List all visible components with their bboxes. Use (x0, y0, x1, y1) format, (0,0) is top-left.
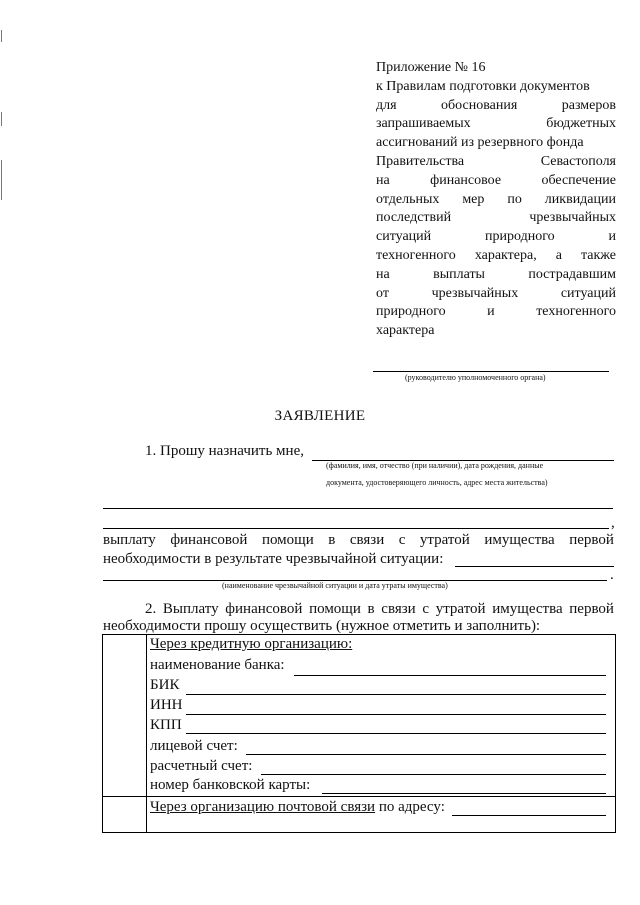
bank-name-input[interactable] (294, 675, 606, 676)
personal-account-input[interactable] (246, 754, 606, 755)
appendix-number: Приложение № 16 (376, 60, 486, 75)
word: первой (569, 601, 614, 617)
appendix-line (376, 115, 616, 134)
section1-text-b: необходимости в результате чрезвычайной ситуации: (103, 551, 444, 567)
applicant-caption-a: (фамилия, имя, отчество (при наличии), дата рождения, данные (326, 461, 544, 470)
word: запрашиваемых (376, 116, 471, 132)
word: Выплату (162, 601, 219, 617)
addressee-caption: (руководителю уполномоченного органа) (405, 373, 546, 382)
addressee-field[interactable] (373, 371, 609, 372)
word: имущества (484, 532, 555, 548)
section1-text-a (103, 531, 614, 550)
inn-label: ИНН (150, 697, 183, 713)
word: чрезвычайных (431, 285, 519, 301)
appendix-line (376, 247, 616, 266)
word: техногенного (536, 304, 616, 320)
word: имущества (492, 601, 563, 617)
settlement-account-input[interactable] (261, 774, 606, 775)
word: также (580, 247, 616, 263)
word: на (376, 266, 390, 282)
word: характера, (474, 247, 537, 263)
settlement-account-label: расчетный счет: (150, 758, 253, 774)
applicant-field-line2[interactable] (103, 508, 613, 509)
word: пострадавшим (528, 266, 616, 282)
option2-suffix: по адресу: (375, 799, 445, 815)
section1-lead: 1. Прошу назначить мне, (145, 443, 304, 459)
appendix-line (376, 172, 616, 191)
document-title: ЗАЯВЛЕНИЕ (274, 408, 366, 424)
option2-row (150, 799, 445, 816)
word: финансовой (225, 601, 303, 617)
word: в (328, 532, 336, 548)
appendix-line: ассигнований из резервного фонда (376, 135, 584, 151)
bank-name-label: наименование банка: (150, 657, 285, 673)
word: помощи (309, 601, 361, 617)
word: природного (485, 229, 555, 245)
appendix-block (376, 59, 616, 341)
kpp-label: КПП (150, 717, 182, 733)
emergency-caption: (наименование чрезвычайной ситуации и дата утраты имущества) (222, 581, 448, 590)
word: ликвидации (544, 191, 616, 207)
emergency-field-line1[interactable] (455, 566, 614, 567)
section2-text-b: необходимости прошу осуществить (нужное отметить и заполнить): (103, 618, 541, 634)
appendix-line (376, 285, 616, 304)
word: ситуаций (560, 285, 616, 301)
word: для (376, 97, 397, 113)
word: размеров (561, 97, 616, 113)
word: с (422, 601, 430, 617)
word: помощи (261, 532, 314, 548)
scan-edge-mark (1, 112, 2, 126)
bik-label: БИК (150, 677, 180, 693)
appendix-line (376, 209, 616, 228)
word: финансовой (170, 532, 248, 548)
scan-edge-mark (1, 160, 2, 200)
appendix-line: к Правилам подготовки документов (376, 78, 590, 94)
scan-edge-mark (1, 30, 2, 42)
appendix-line (376, 153, 616, 172)
postal-address-input[interactable] (452, 815, 606, 816)
option1-checkbox-cell[interactable] (103, 635, 146, 796)
word: выплату (103, 532, 156, 548)
word: Севастополя (540, 153, 616, 169)
word: от (376, 285, 389, 301)
option1-title: Через кредитную организацию: (150, 636, 353, 652)
personal-account-label: лицевой счет: (150, 738, 238, 754)
word: с (398, 532, 406, 548)
word: финансовое (430, 172, 502, 188)
applicant-caption-b: документа, удостоверяющего личность, адрес места жительства) (326, 478, 548, 487)
word: 2. (145, 601, 157, 617)
appendix-line: характера (376, 323, 435, 339)
period: . (610, 567, 614, 583)
comma: , (611, 515, 615, 531)
word: мер (462, 191, 485, 207)
kpp-input[interactable] (186, 733, 606, 734)
word: в (367, 601, 375, 617)
table-divider (146, 634, 147, 832)
option2-checkbox-cell[interactable] (103, 797, 146, 831)
inn-input[interactable] (186, 714, 606, 715)
word: утратой (435, 601, 486, 617)
appendix-line (376, 191, 616, 210)
word: связи (381, 601, 416, 617)
card-number-label: номер банковской карты: (150, 777, 311, 793)
word: Правительства (376, 153, 465, 169)
word: утратой (419, 532, 470, 548)
table-row-divider (102, 796, 615, 797)
word: связи (349, 532, 385, 548)
bik-input[interactable] (186, 694, 606, 695)
word: на (376, 172, 390, 188)
applicant-field-line3[interactable] (103, 528, 609, 529)
word: техногенного (376, 247, 456, 263)
card-number-input[interactable] (322, 793, 606, 794)
word: и (487, 304, 495, 320)
word: обеспечение (541, 172, 616, 188)
word: чрезвычайных (529, 210, 616, 226)
word: ситуаций (376, 229, 432, 245)
word: бюджетных (546, 116, 616, 132)
option2-title: Через организацию почтовой связи (150, 799, 376, 815)
word: выплаты (433, 266, 485, 282)
word: обоснования (441, 97, 518, 113)
word: а (555, 247, 562, 263)
appendix-line (376, 266, 616, 285)
appendix-line (376, 97, 616, 116)
word: последствий (376, 210, 452, 226)
word: природного (376, 304, 446, 320)
word: по (507, 191, 522, 207)
word: и (608, 229, 616, 245)
appendix-line (376, 303, 616, 322)
appendix-line (376, 228, 616, 247)
word: первой (569, 532, 614, 548)
word: отдельных (376, 191, 440, 207)
